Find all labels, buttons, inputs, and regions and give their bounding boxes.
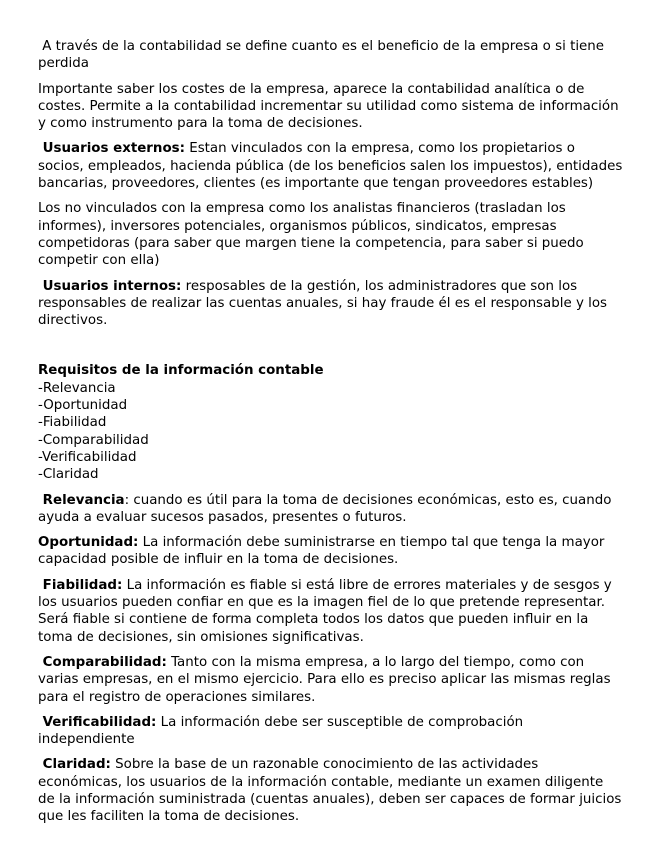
definition-text: La información debe ser susceptible de comprobación independiente [38,714,528,748]
definition-claridad [38,756,626,825]
list-item: -Verificabilidad [38,449,137,465]
intro-paragraph-1: A través de la contabilidad se define cuanto es el beneficio de la empresa o si tiene perdida [38,39,609,72]
definition-fiabilidad [38,577,623,646]
definition-text: La información debe suministrarse en tiempo tal que tenga la mayor capacidad posible de influir en la toma de decisiones. [38,535,609,568]
definition-verificabilidad [38,714,623,749]
definition-term: Fiabilidad: [38,577,123,593]
definition-text: : cuando es útil para la toma de decisiones económicas, esto es, cuando ayuda a evaluar sucesos pasados, presentes o futuros. [38,492,616,525]
list-item: -Comparabilidad [38,432,149,448]
list-item: -Claridad [38,467,99,483]
definition-term: Claridad: [38,757,111,773]
requisitos-list [38,380,623,484]
internos-term: Usuarios internos: [38,278,182,294]
definition-comparabilidad [38,654,623,706]
definition-term: Comparabilidad: [38,654,167,670]
internos-text: resposables de la gestión, los administradores que son los responsables de realizar las cuentas anuales, si hay fraude él es el responsable y los directivos. [38,278,612,329]
definition-term: Verificabilidad: [38,714,157,730]
definition-oportunidad [38,534,623,569]
list-item: -Oportunidad [38,398,128,414]
internos-paragraph [38,278,623,330]
no-vinculados-paragraph: Los no vinculados con la empresa como los analistas financieros (trasladan los informes), inversores potenciales, organismos públicos, sindicatos, empresas competidoras (para saber que margen tiene la competencia, para saber si puedo competir con ella) [38,201,584,269]
definition-text: Sobre la base de un razonable conocimiento de las actividades económicas, los usuarios de la información contable, mediante un examen diligente de la información suministrada (cuentas anuales), deben ser capaces de formar juicios que les faciliten la toma de decisiones. [38,757,626,825]
list-item: -Relevancia [38,380,116,396]
definition-term: Relevancia [38,492,125,508]
externos-text: Estan vinculados con la empresa, como los propietarios o socios, empleados, hacienda pública (de los beneficios salen los impuestos), entidades bancarias, proveedores, clientes (es importante que tengan proveedores estables) [38,141,627,192]
externos-term: Usuarios externos: [38,141,185,157]
definition-term: Oportunidad: [38,535,139,551]
definition-text: La información es fiable si está libre de errores materiales y de sesgos y los usuarios pueden confiar en que es la imagen fiel de lo que pretende representar. Será fiable si contiene de forma completa todos los datos que pueden influir en la toma de decisiones, sin omisiones significativas. [38,577,616,645]
requisitos-heading: Requisitos de la información contable [38,363,324,379]
list-item: -Fiabilidad [38,415,107,431]
document-page [38,38,627,834]
intro-paragraph-2: Importante saber los costes de la empresa, aparece la contabilidad analítica o de costes. Permite a la contabilidad incrementar su utilidad como sistema de información y como instrumento para la toma de decisiones. [38,81,619,132]
definition-text: Tanto con la misma empresa, a lo largo del tiempo, como con varias empresas, en el mismo ejercicio. Para ello es preciso aplicar las mismas reglas para el registro de operaciones similares. [38,654,615,705]
externos-paragraph [38,140,627,192]
definition-relevancia [38,492,623,527]
